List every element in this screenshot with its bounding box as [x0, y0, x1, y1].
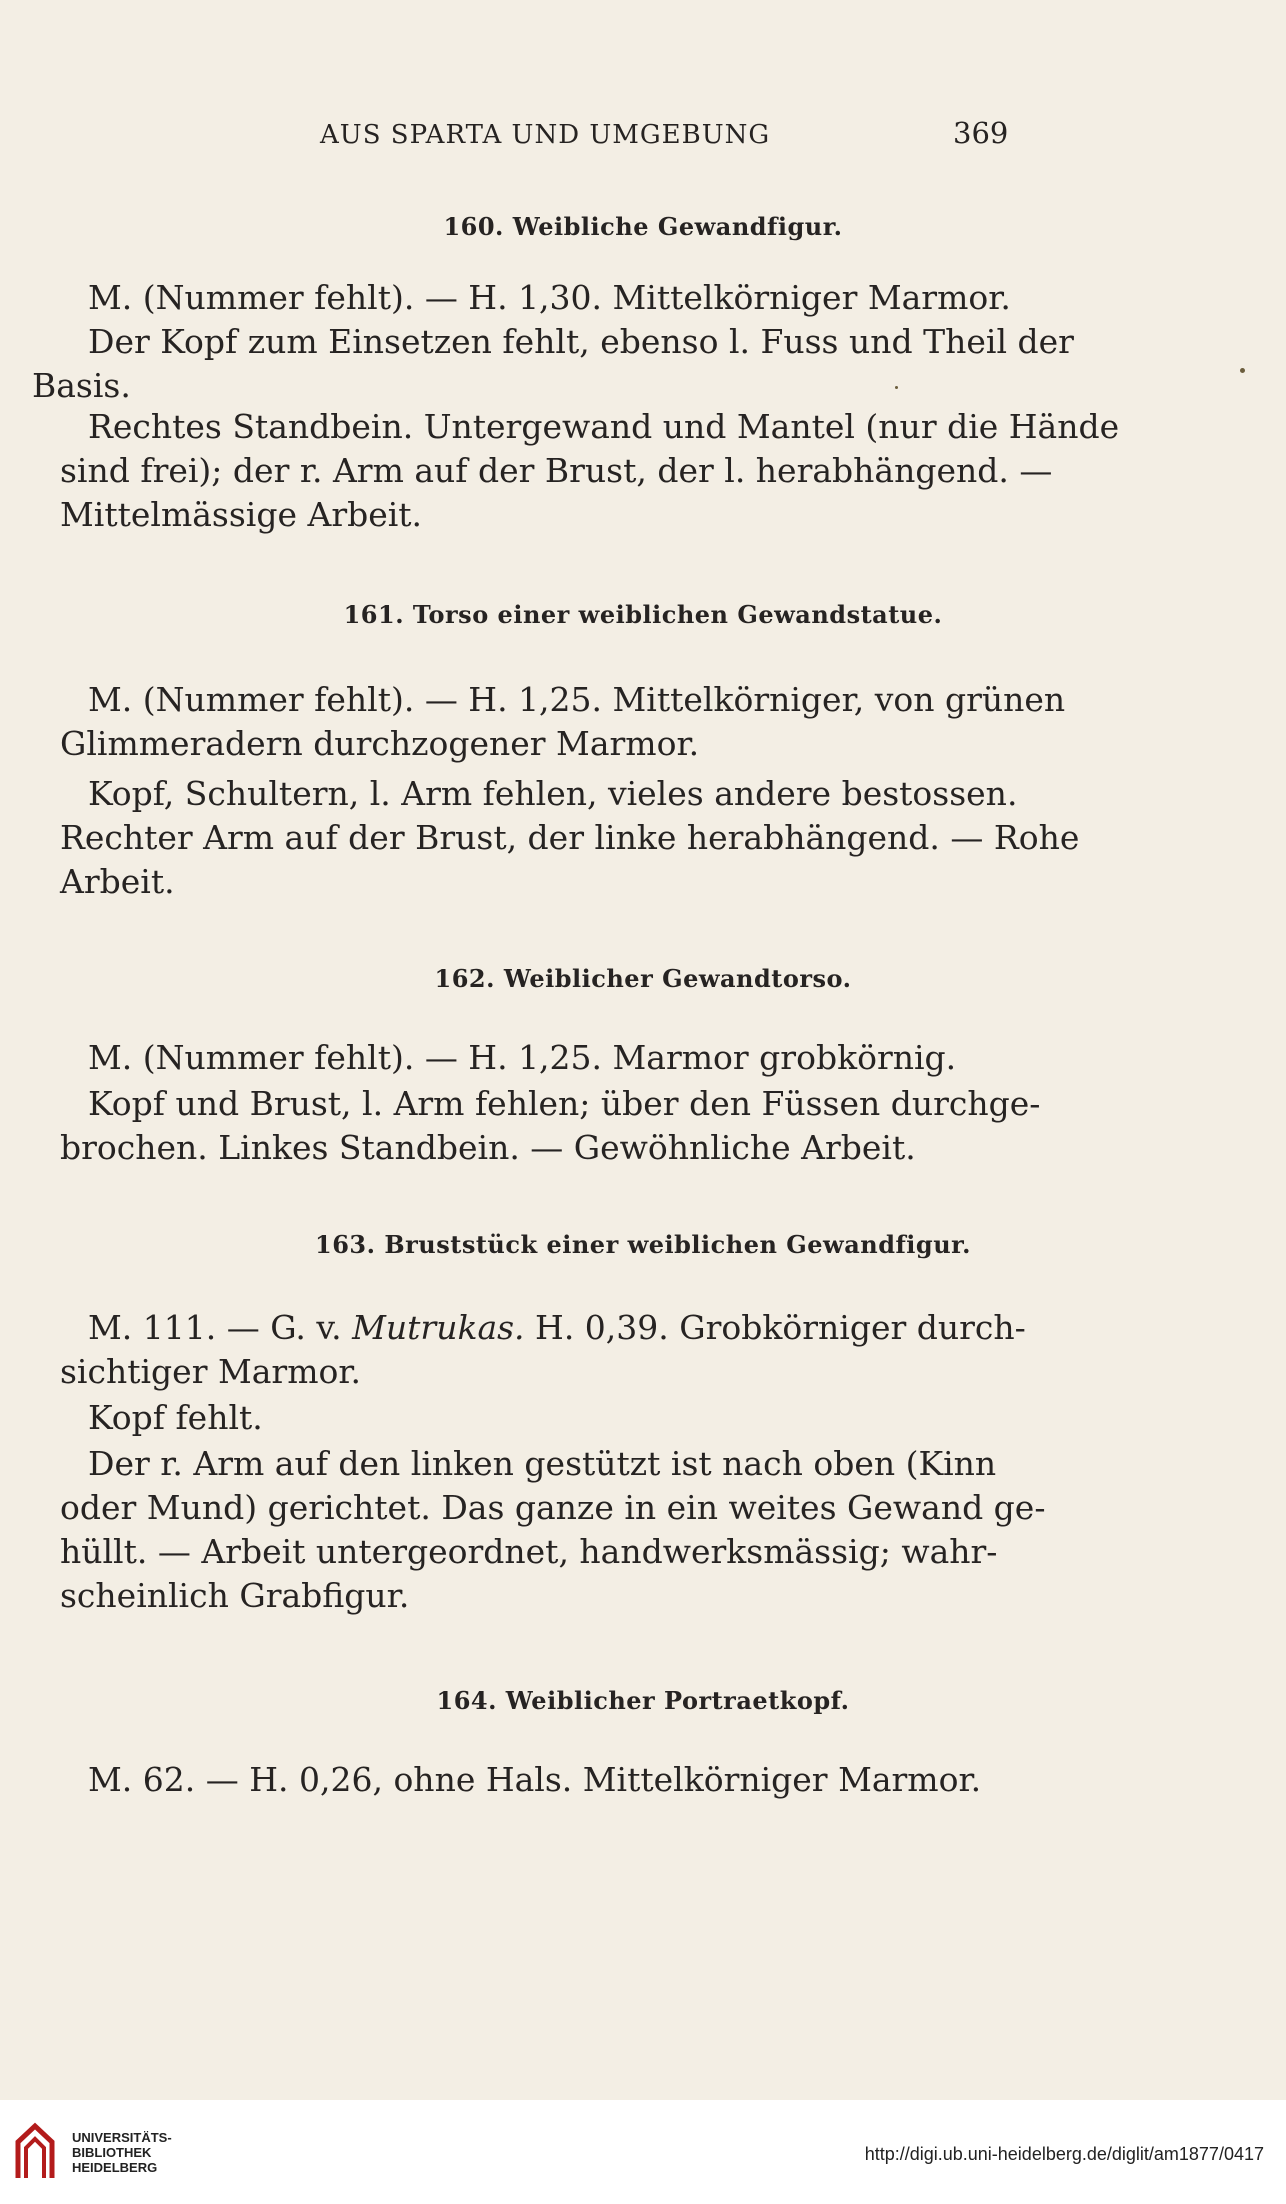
entry-paragraph: [60, 1306, 1026, 1394]
entry-paragraph: [60, 772, 1080, 904]
entry-heading: 160. Weibliche Gewandfigur.: [443, 212, 843, 241]
entry-paragraph: [60, 276, 1020, 320]
text-line: Der r. Arm auf den linken gestützt ist nach oben (Kinn: [88, 1444, 997, 1483]
text-line: sind frei); der r. Arm auf der Brust, der l. herabhängend. —: [60, 451, 1053, 490]
text-line: sichtiger Marmor.: [60, 1352, 361, 1391]
entry-paragraph: [60, 1036, 1020, 1080]
text-line: M. (Nummer fehlt). — H. 1,25. Mittelkörniger, von grünen: [88, 680, 1066, 719]
paper-spot: [1240, 368, 1245, 373]
text-line: oder Mund) gerichtet. Das ganze in ein weites Gewand ge-: [60, 1488, 1046, 1527]
text-span: H. 0,39. Grobkörniger durch-: [524, 1308, 1026, 1347]
text-line: Rechter Arm auf der Brust, der linke herabhängend. — Rohe: [60, 818, 1080, 857]
university-library-logo-icon: [12, 2120, 58, 2184]
entry-paragraph: [60, 1082, 1041, 1170]
text-line: scheinlich Grabfigur.: [60, 1576, 410, 1615]
footer-bar: [0, 2100, 1286, 2204]
entry-heading: 164. Weiblicher Portraetkopf.: [436, 1686, 850, 1715]
text-line: Mittelmässige Arbeit.: [60, 495, 423, 534]
page-number: 369: [953, 116, 1009, 150]
entry-heading: 162. Weiblicher Gewandtorso.: [434, 964, 852, 993]
text-line: [60, 1306, 1026, 1350]
entry-paragraph: [60, 678, 1066, 766]
library-name-line: BIBLIOTHEK: [72, 2145, 152, 2160]
text-line: M. (Nummer fehlt). — H. 1,25. Marmor grobkörnig.: [88, 1038, 957, 1077]
text-line: M. (Nummer fehlt). — H. 1,30. Mittelkörniger Marmor.: [88, 278, 1011, 317]
text-line: brochen. Linkes Standbein. — Gewöhnliche Arbeit.: [60, 1128, 916, 1167]
library-name-line: HEIDELBERG: [72, 2160, 158, 2175]
entry-paragraph: [60, 1442, 1046, 1618]
entry-heading: 163. Bruststück einer weiblichen Gewandfigur.: [315, 1230, 971, 1259]
text-line: hüllt. — Arbeit untergeordnet, handwerksmässig; wahr-: [60, 1532, 998, 1571]
text-span: M. 111. — G. v.: [88, 1308, 353, 1347]
entry-paragraph: [60, 1758, 1020, 1802]
text-line: Der Kopf zum Einsetzen fehlt, ebenso l. Fuss und Theil der: [88, 322, 1074, 361]
text-line: Rechtes Standbein. Untergewand und Mantel (nur die Hände: [88, 407, 1120, 446]
library-name-line: UNIVERSITÄTS-: [72, 2130, 172, 2145]
italic-name: Mutrukas.: [352, 1308, 525, 1347]
source-url-link[interactable]: http://digi.ub.uni-heidelberg.de/diglit/am1877/0417: [864, 2144, 1264, 2164]
entry-paragraph: [60, 405, 1120, 537]
entry-heading: 161. Torso einer weiblichen Gewandstatue.: [343, 600, 943, 629]
text-line: Kopf, Schultern, l. Arm fehlen, vieles andere bestossen.: [88, 774, 1018, 813]
entry-paragraph: [60, 1396, 1020, 1440]
text-line: M. 62. — H. 0,26, ohne Hals. Mittelkörniger Marmor.: [88, 1760, 982, 1799]
text-line: Kopf und Brust, l. Arm fehlen; über den Füssen durchge-: [88, 1084, 1041, 1123]
text-line: Arbeit.: [60, 862, 175, 901]
text-line: Glimmeradern durchzogener Marmor.: [60, 724, 700, 763]
text-line: Kopf fehlt.: [88, 1398, 263, 1437]
library-name: [72, 2130, 172, 2175]
text-line: Basis.: [32, 366, 131, 405]
entry-paragraph: [32, 320, 1074, 408]
running-title: AUS SPARTA UND UMGEBUNG: [320, 120, 771, 150]
paper-spot: [895, 386, 898, 389]
